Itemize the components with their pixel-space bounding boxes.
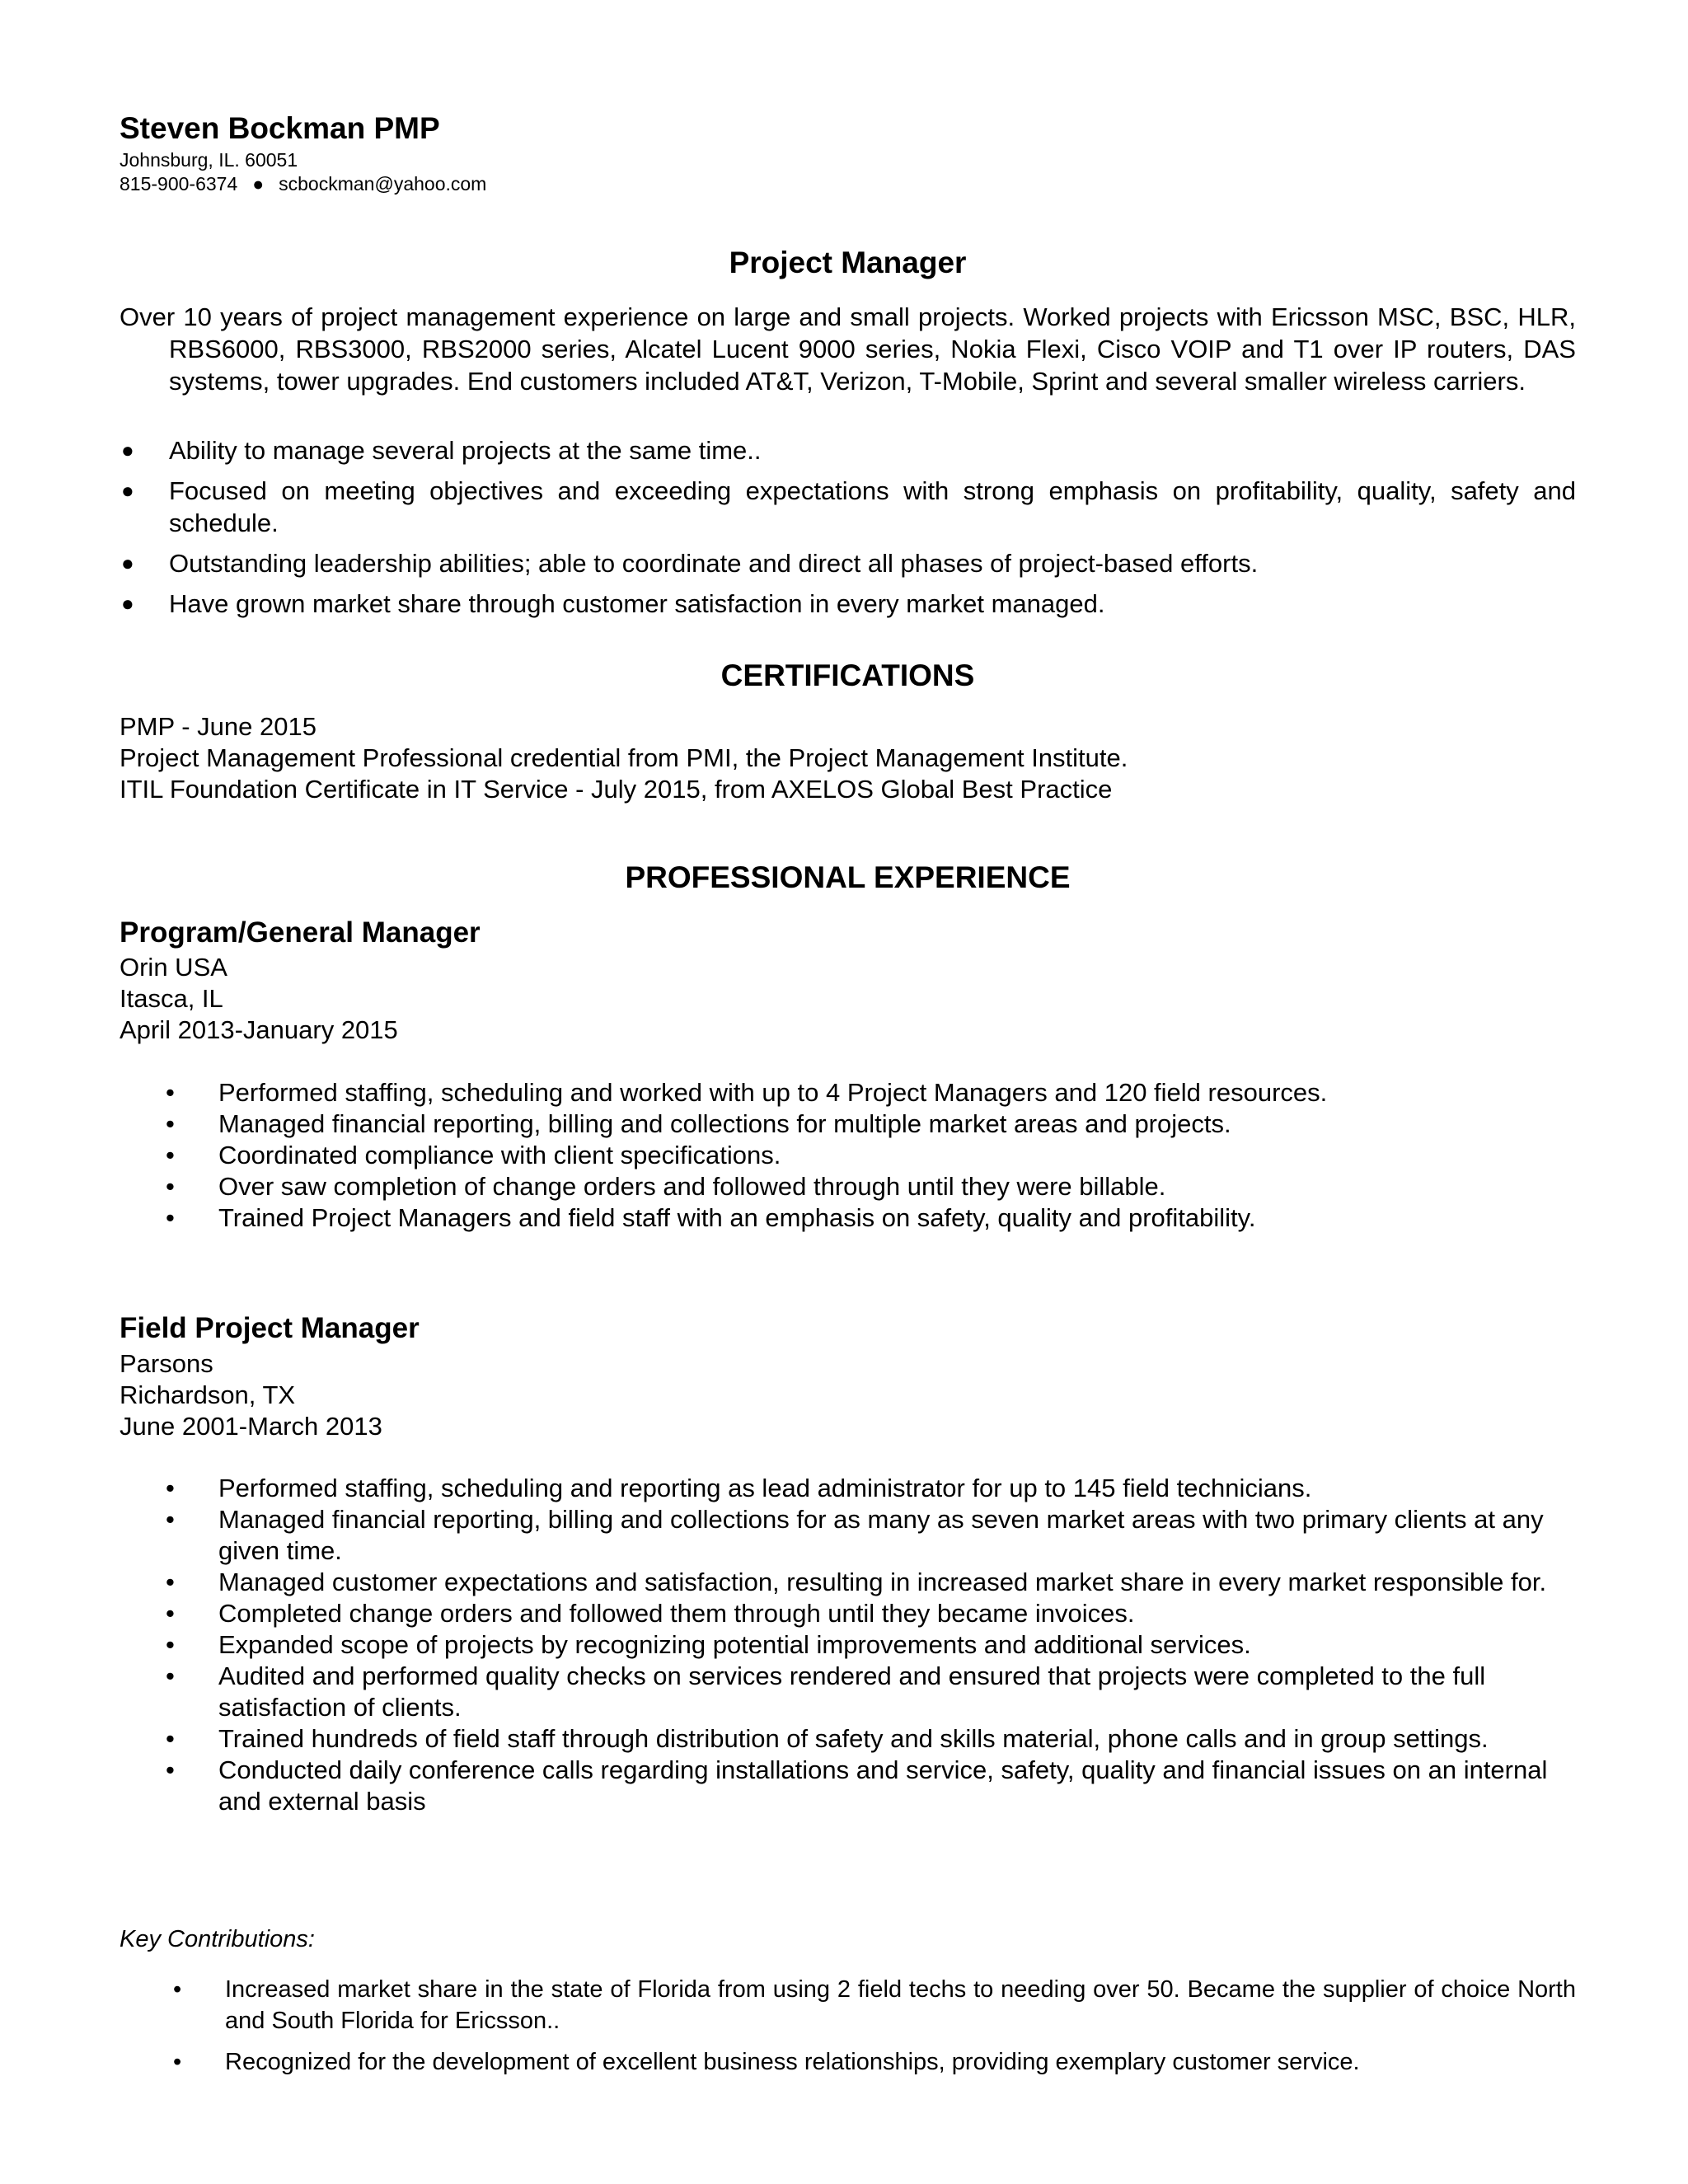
- list-item: • Trained hundreds of field staff through distribution of safety and skills material, phone calls and in group settings.: [166, 1724, 1489, 1753]
- job-details: [120, 952, 1576, 1046]
- bullet-icon: ●: [121, 591, 134, 616]
- bullet-icon: •: [166, 1109, 175, 1138]
- summary-paragraph: Over 10 years of project management experience on large and small projects. Worked projects with Ericsson MSC, BSC, HLR, RBS6000, RBS3000, RBS2000 series, Alcatel Lucent 9000 series, Nokia Flexi, Cisco VOIP and T1 over IP routers, DAS systems, tower upgrades. End customers included AT&T, Verizon, T-Mobile, Sprint and several smaller wireless carriers.: [120, 302, 1576, 396]
- list-item: • Over saw completion of change orders and followed through until they were billable.: [166, 1172, 1166, 1201]
- job-details: [120, 1348, 1576, 1442]
- job-dates: April 2013-January 2015: [120, 1015, 398, 1044]
- bullet-icon: •: [166, 1599, 175, 1628]
- summary-intro: [120, 301, 1576, 397]
- summary-bullets: [120, 434, 1576, 620]
- bullet-icon: •: [166, 1078, 175, 1107]
- bullet-icon: •: [166, 1661, 175, 1690]
- job-company: Parsons: [120, 1349, 213, 1378]
- candidate-name: Steven Bockman PMP: [120, 111, 440, 145]
- job-bullets: [120, 1473, 1576, 1817]
- separator-dot: ●: [252, 173, 265, 194]
- certification-line: PMP - June 2015: [120, 712, 316, 741]
- list-item: • Performed staffing, scheduling and worked with up to 4 Project Managers and 120 field resources.: [166, 1078, 1328, 1107]
- bullet-icon: •: [173, 1976, 182, 2003]
- certifications-heading: CERTIFICATIONS: [720, 658, 975, 692]
- list-item: • Managed financial reporting, billing and collections for multiple market areas and projects.: [166, 1109, 1231, 1138]
- bullet-icon: •: [166, 1755, 175, 1784]
- list-item: • Managed financial reporting, billing and collections for as many as seven market areas with two primary clients at any given time.: [166, 1505, 1544, 1565]
- bullet-icon: •: [166, 1141, 175, 1169]
- list-item: ● Have grown market share through customer satisfaction in every market managed.: [121, 589, 1105, 618]
- list-item: • Increased market share in the state of Florida from using 2 field techs to needing over 50. Became the supplier of choice North and South Florida for Ericsson..: [120, 1974, 1576, 2036]
- job-bullets: [120, 1077, 1576, 1234]
- certifications-list: [120, 711, 1576, 805]
- bullet-icon: ●: [121, 438, 134, 462]
- bullet-icon: •: [166, 1568, 175, 1596]
- list-item: • Conducted daily conference calls regarding installations and service, safety, quality and financial issues on an internal and external basis: [166, 1755, 1548, 1816]
- bullet-icon: •: [166, 1505, 175, 1534]
- list-item: • Recognized for the development of excellent business relationships, providing exemplary customer service.: [120, 2046, 1576, 2078]
- bullet-icon: •: [166, 1172, 175, 1201]
- list-item: ● Outstanding leadership abilities; able to coordinate and direct all phases of project-based efforts.: [121, 549, 1259, 578]
- phone: 815-900-6374: [120, 173, 238, 194]
- job-dates: June 2001-March 2013: [120, 1412, 382, 1441]
- list-item: • Managed customer expectations and satisfaction, resulting in increased market share in every market responsible for.: [166, 1568, 1547, 1596]
- job-location: Richardson, TX: [120, 1380, 296, 1409]
- bullet-icon: •: [166, 1474, 175, 1502]
- summary-heading: Project Manager: [729, 246, 967, 279]
- job-title: Field Project Manager: [120, 1312, 420, 1344]
- bullet-icon: ●: [121, 478, 134, 503]
- contact-line: [120, 172, 486, 195]
- bullet-icon: •: [166, 1724, 175, 1753]
- list-item: • Trained Project Managers and field staff with an emphasis on safety, quality and profitability.: [166, 1203, 1256, 1232]
- bullet-icon: •: [166, 1203, 175, 1232]
- list-item: • Audited and performed quality checks on services rendered and ensured that projects were completed to the full satisfaction of clients.: [166, 1661, 1486, 1722]
- job-company: Orin USA: [120, 953, 227, 982]
- job-title: Program/General Manager: [120, 916, 481, 949]
- list-item: ● Ability to manage several projects at the same time..: [121, 436, 762, 465]
- certification-line: Project Management Professional credential from PMI, the Project Management Institute.: [120, 743, 1128, 772]
- list-item: • Completed change orders and followed them through until they became invoices.: [166, 1599, 1135, 1628]
- list-item: • Coordinated compliance with client specifications.: [166, 1141, 781, 1169]
- key-contributions-label: Key Contributions:: [120, 1926, 315, 1952]
- address: Johnsburg, IL. 60051: [120, 149, 298, 171]
- list-item: • Expanded scope of projects by recognizing potential improvements and additional services.: [166, 1630, 1251, 1659]
- key-contributions-list: [120, 1974, 1576, 2078]
- list-item: ● Focused on meeting objectives and exceeding expectations with strong emphasis on profitability, quality, safety and schedule.: [121, 476, 1576, 537]
- email: scbockman@yahoo.com: [279, 173, 487, 194]
- experience-heading: PROFESSIONAL EXPERIENCE: [625, 860, 1071, 894]
- certification-line: ITIL Foundation Certificate in IT Service - July 2015, from AXELOS Global Best Practice: [120, 775, 1113, 804]
- list-item: • Performed staffing, scheduling and reporting as lead administrator for up to 145 field technicians.: [166, 1474, 1312, 1502]
- job-location: Itasca, IL: [120, 984, 223, 1013]
- bullet-icon: ●: [121, 551, 134, 575]
- bullet-icon: •: [166, 1630, 175, 1659]
- bullet-icon: •: [173, 2049, 182, 2075]
